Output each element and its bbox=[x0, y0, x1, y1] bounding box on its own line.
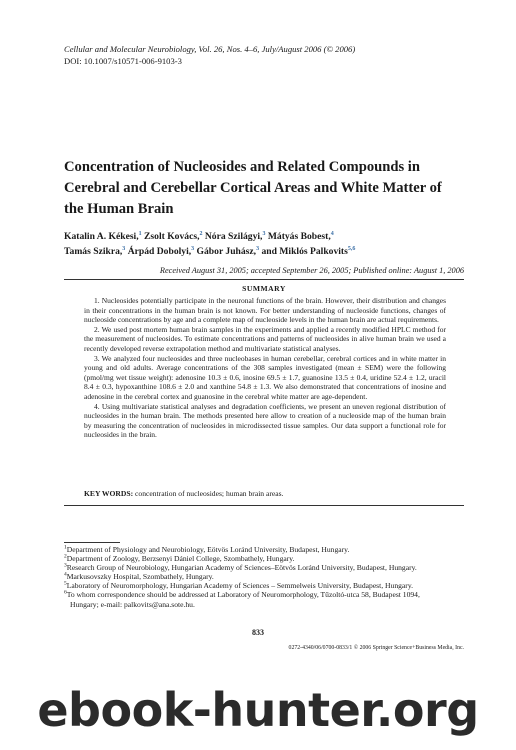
author-name: Mátyás Bobest, bbox=[267, 231, 331, 242]
author-affiliation-mark[interactable]: 1 bbox=[138, 230, 142, 237]
footnote bbox=[64, 572, 444, 581]
doi: DOI: 10.1007/s10571-006-9103-3 bbox=[64, 56, 182, 66]
footnote-text: Research Group of Neurobiology, Hungarian Academy of Sciences–Eötvös Loránd University, Budapest, Hungary. bbox=[66, 563, 417, 573]
summary-body bbox=[84, 296, 446, 440]
author-affiliation-mark[interactable]: 5,6 bbox=[347, 245, 356, 252]
footnote-number: 3 bbox=[64, 562, 67, 569]
author-name: Katalin A. Kékesi, bbox=[64, 231, 139, 242]
keywords-label: KEY WORDS: bbox=[84, 489, 134, 498]
author-name: and Miklós Palkovits bbox=[261, 246, 348, 257]
footnote bbox=[64, 563, 444, 572]
author-name: Zsolt Kovács, bbox=[144, 231, 200, 242]
footnote-text: Markusovszky Hospital, Szombathely, Hungary. bbox=[66, 572, 214, 582]
author-name: Nóra Szilágyi, bbox=[204, 231, 263, 242]
footnote bbox=[64, 545, 444, 554]
author-affiliation-mark[interactable]: 3 bbox=[191, 245, 195, 252]
footnote-number: 2 bbox=[64, 553, 67, 560]
divider bbox=[64, 279, 464, 280]
footnote-text: Laboratory of Neuromorphology, Hungarian Academy of Sciences – Semmelweis University, Budapest, Hungary. bbox=[66, 581, 414, 591]
keywords-text: concentration of nucleosides; human brain areas. bbox=[133, 489, 284, 498]
footnote-number: 4 bbox=[64, 571, 67, 578]
summary-paragraph: 2. We used post mortem human brain samples in the experiments and applied a recently modified HPLC method for the measurement of nucleosides. To estimate concentrations and patterns of nucleosides in alive human brain we used a recently developed reverse extrapolation method and multivariate statistical analyses. bbox=[84, 324, 446, 353]
footnote-number: 6 bbox=[64, 589, 67, 596]
footnote-text: To whom correspondence should be addressed at Laboratory of Neuromorphology, Tűzoltó-utca 58, Budapest 1094, Hungary; e-mail: palkovits@ana.sote.hu. bbox=[66, 590, 420, 609]
summary-paragraph: 3. We analyzed four nucleosides and three nucleobases in human cerebellar, cerebral cortices and in white matter in young and old adults. Average concentrations of the 308 samples investigated (mean ± SEM) were the following (pmol/mg wet tissue weight): adenosine 10.3 ± 0.6, inosine 69.5 ± 1.7, guanosine 13.5 ± 0.4, uridine 52.4 ± 1.2, uracil 8.4 ± 0.3, hypoxanthine 108.6 ± 2.0 and xanthine 54.8 ± 1.3. We also demonstrated that concentrations of inosine and adenosine in the cerebral cortex and guanosine in the cerebral white matter are age-dependent. bbox=[84, 353, 446, 401]
author-name: Árpád Dobolyi, bbox=[127, 246, 192, 257]
author-affiliation-mark[interactable]: 4 bbox=[330, 230, 334, 237]
keywords bbox=[84, 489, 446, 499]
divider bbox=[64, 505, 464, 506]
footnote-text: Department of Zoology, Berzsenyi Dániel College, Szombathely, Hungary. bbox=[66, 554, 295, 564]
watermark: ebook-hunter.org bbox=[37, 683, 479, 737]
journal-citation: Cellular and Molecular Neurobiology, Vol. 26, Nos. 4–6, July/August 2006 (© 2006) bbox=[64, 44, 356, 54]
summary-paragraph: 4. Using multivariate statistical analyses and degradation coefficients, we present an uneven regional distribution of nucleosides in the human brain. The methods presented here allow to creation of a nucleoside map of the human brain by measuring the concentration of nucleosides in microdissected tissue samples. Our data support a functional role for nucleosides in the brain. bbox=[84, 401, 446, 440]
author-affiliation-mark[interactable]: 3 bbox=[262, 230, 266, 237]
footnote-number: 1 bbox=[64, 544, 67, 551]
article-title: Concentration of Nucleosides and Related Compounds in Cerebral and Cerebellar Cortical Areas and White Matter of the Human Brain bbox=[64, 159, 442, 217]
footnote bbox=[64, 590, 444, 608]
copyright-line: 0272-4340/06/0700-0833/1 © 2006 Springer Science+Business Media, Inc. bbox=[288, 645, 464, 651]
author-list bbox=[64, 229, 464, 259]
author-affiliation-mark[interactable]: 3 bbox=[122, 245, 126, 252]
author-name: Gábor Juhász, bbox=[196, 246, 257, 257]
received-dates: Received August 31, 2005; accepted September 26, 2005; Published online: August 1, 2006 bbox=[159, 266, 464, 275]
footnote-rule bbox=[64, 542, 120, 543]
footnote bbox=[64, 554, 444, 563]
footnote-text: Department of Physiology and Neurobiology, Eötvös Loránd University, Budapest, Hungary. bbox=[66, 545, 350, 554]
summary-heading: SUMMARY bbox=[242, 284, 286, 293]
footnotes bbox=[64, 545, 444, 609]
author-affiliation-mark[interactable]: 3 bbox=[256, 245, 260, 252]
author-name: Tamás Szikra, bbox=[64, 246, 123, 257]
page-number: 833 bbox=[252, 628, 264, 637]
author-affiliation-mark[interactable]: 2 bbox=[199, 230, 203, 237]
summary-paragraph: 1. Nucleosides potentially participate in the neuronal functions of the brain. However, their distribution and changes in their concentrations in the human brain is not known. For better understanding of nucleoside functions, changes of nucleoside concentrations by age and a complete map of nucleoside levels in the human brain are actual requirements. bbox=[84, 296, 446, 325]
footnote-number: 5 bbox=[64, 580, 67, 587]
